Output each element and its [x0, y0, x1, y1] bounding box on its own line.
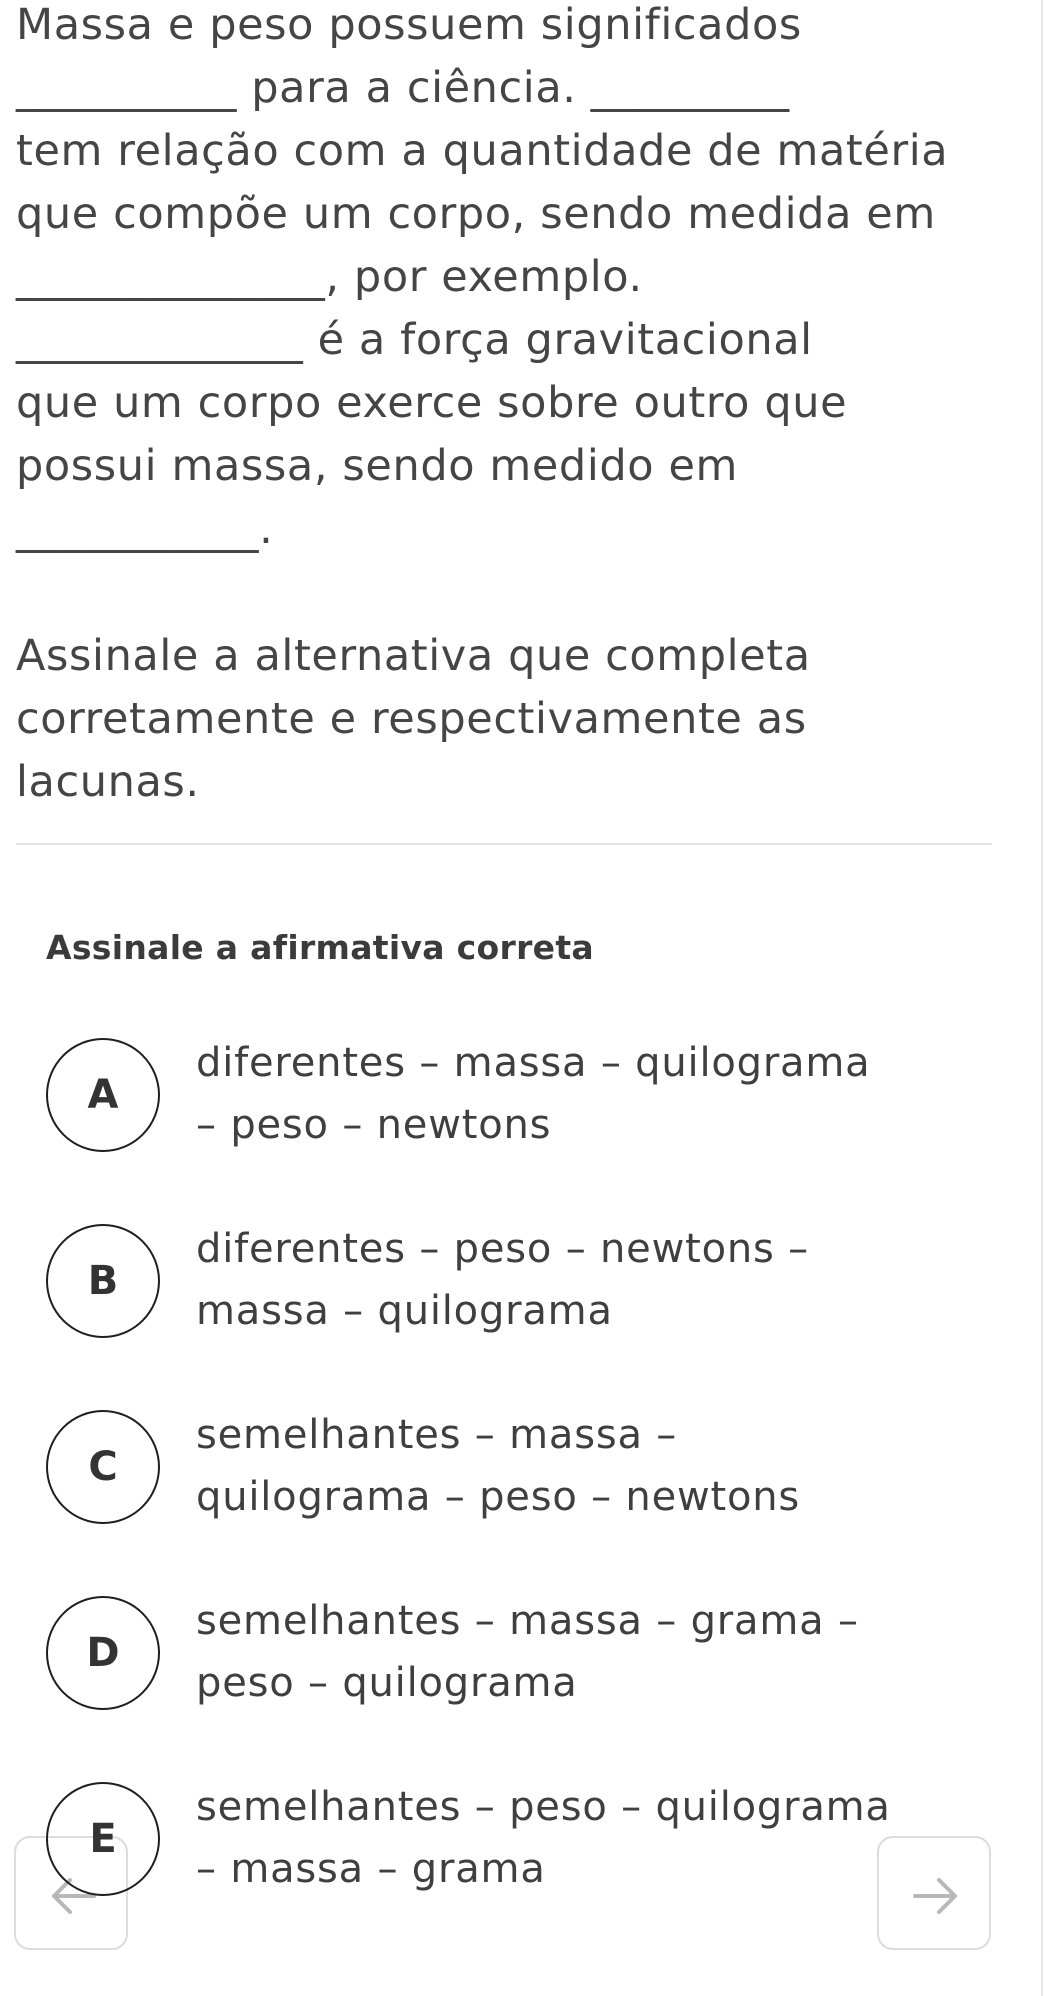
question-line: Assinale a alternativa que completa: [16, 631, 811, 681]
question-line: __________ para a ciência. _________: [16, 63, 790, 113]
question-line: que compõe um corpo, sendo medida em: [16, 189, 936, 239]
question-line: que um corpo exerce sobre outro que: [16, 378, 848, 428]
option-c[interactable]: [46, 1410, 1006, 1530]
option-letter-circle[interactable]: B: [46, 1224, 160, 1338]
question-line: Massa e peso possuem significados: [16, 0, 802, 50]
option-a[interactable]: [46, 1038, 1006, 1158]
option-letter-circle[interactable]: E: [46, 1782, 160, 1896]
option-text[interactable]: semelhantes – massa – quilograma – peso – newtons: [196, 1412, 801, 1520]
option-b[interactable]: [46, 1224, 1006, 1344]
option-letter-circle[interactable]: C: [46, 1410, 160, 1524]
question-line: ___________.: [16, 504, 274, 554]
option-text[interactable]: diferentes – massa – quilograma – peso – newtons: [196, 1040, 871, 1148]
option-text[interactable]: semelhantes – peso – quilograma – massa – grama: [196, 1784, 891, 1892]
option-text[interactable]: diferentes – peso – newtons – massa – quilograma: [196, 1226, 809, 1334]
question-line: corretamente e respectivamente as: [16, 694, 807, 744]
arrow-right-icon: [911, 1876, 961, 1916]
answer-prompt: Assinale a afirmativa correta: [46, 928, 594, 967]
option-e[interactable]: [46, 1782, 1006, 1902]
question-line: lacunas.: [16, 757, 200, 807]
section-divider: [16, 843, 992, 845]
question-line: possui massa, sendo medido em: [16, 441, 738, 491]
question-line: tem relação com a quantidade de matéria: [16, 126, 949, 176]
question-line: ______________, por exemplo.: [16, 252, 643, 302]
option-letter-circle[interactable]: A: [46, 1038, 160, 1152]
option-d[interactable]: [46, 1596, 1006, 1716]
next-button[interactable]: [877, 1836, 991, 1950]
option-letter-circle[interactable]: D: [46, 1596, 160, 1710]
question-line: _____________ é a força gravitacional: [16, 315, 813, 365]
right-edge-divider: [1041, 0, 1043, 1996]
option-text[interactable]: semelhantes – massa – grama – peso – quilograma: [196, 1598, 859, 1706]
